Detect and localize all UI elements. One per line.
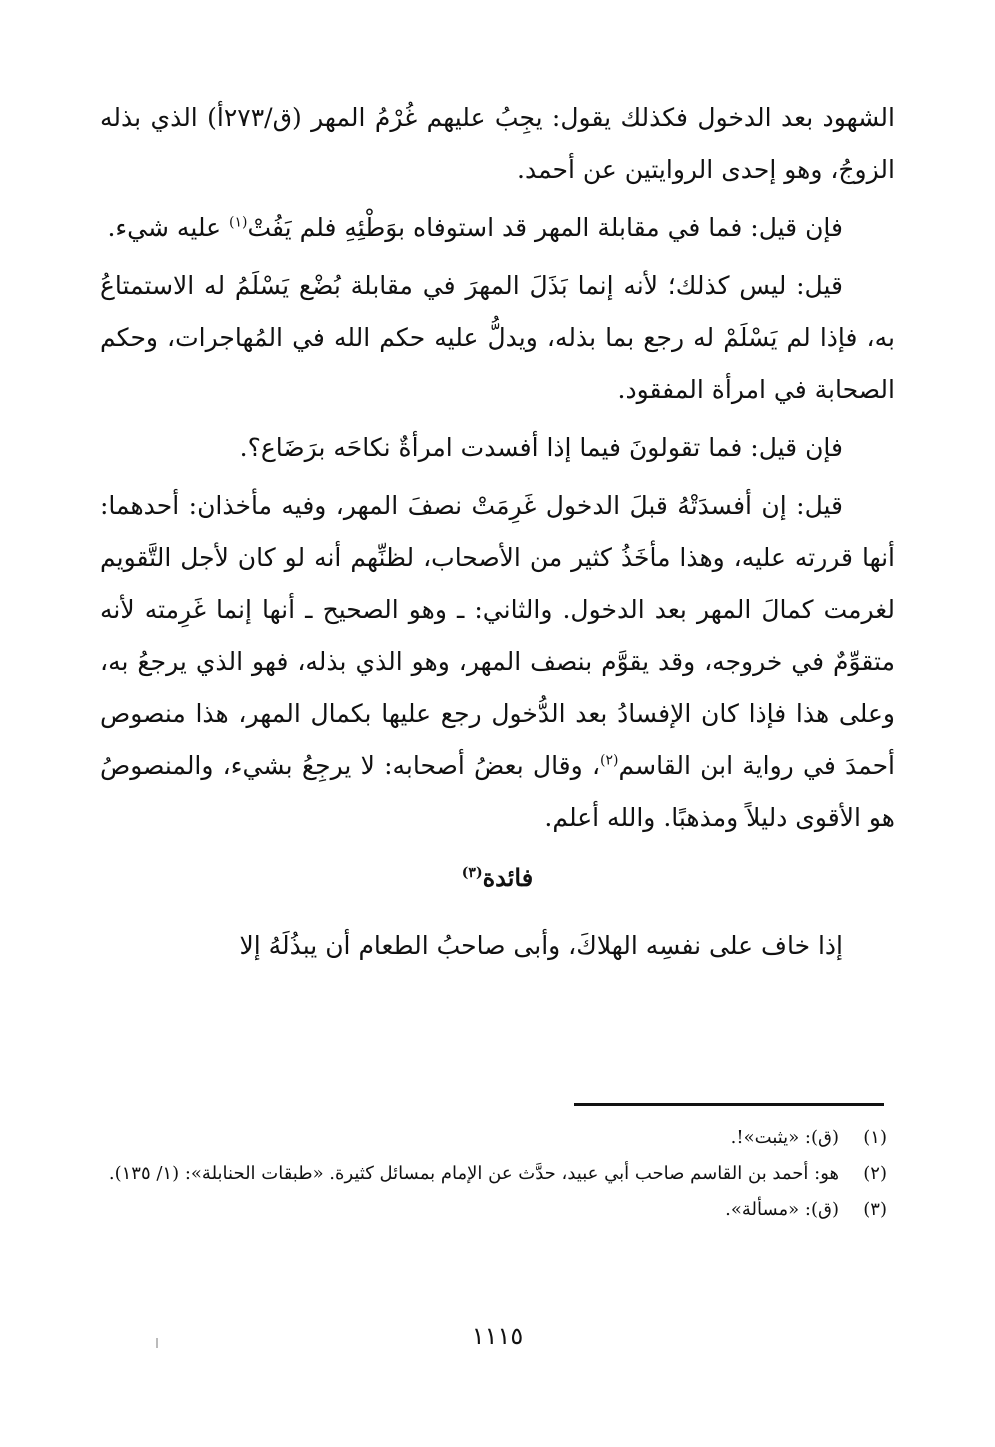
footnote-3 [100, 1192, 887, 1228]
footnote-number: (٣) [863, 1199, 887, 1220]
footnote-ref-2[interactable]: (٢) [600, 752, 619, 769]
paragraph-2 [100, 202, 895, 254]
paragraph-5-text-c: ، وقال بعضُ أصحابه: لا يرجِعُ بشيء، والمنصوصُ هو الأقوى دليلاً ومذهبًا. والله أعلم. [100, 751, 895, 832]
footnote-ref-1[interactable]: (١) [229, 214, 248, 231]
footnote-number: (١) [863, 1127, 887, 1148]
paragraph-2-end: عليه شيء. [107, 213, 230, 242]
section-heading-text: فائدة [482, 863, 534, 892]
scan-speck [156, 1338, 158, 1348]
paragraph-2-text: فإن قيل: فما في مقابلة المهر قد استوفاه بوَطْئِهِ فلم يَفُتْ [247, 213, 843, 242]
footnote-2 [100, 1156, 887, 1192]
footnote-text: (ق): «يثبت»!. [730, 1127, 839, 1148]
section-heading [100, 852, 895, 904]
footnote-1 [100, 1120, 887, 1156]
paragraph-4: فإن قيل: فما تقولونَ فيما إذا أفسدت امرأةٌ نكاحَه برَضَاع؟. [239, 433, 843, 462]
footnote-ref-3[interactable]: (٣) [461, 865, 483, 881]
paragraph-3: قيل: ليس كذلك؛ لأنه إنما بَذَلَ المهرَ في مقابلة بُضْع يَسْلَمُ له الاستمتاعُ به، فإذا لم يَسْلَمْ له رجع بما بذله، ويدلُّ عليه حكم الله في المُهاجرات، وحكم الصحابة في امرأة المفقود. [100, 271, 895, 404]
paragraph-5 [100, 480, 895, 844]
paragraph-1: الشهود بعد الدخول فكذلك يقول: يجِبُ عليهم غُرْمُ المهر (ق/٢٧٣أ) الذي بذله الزوجُ، وهو إحدى الروايتين عن أحمد. [100, 103, 895, 184]
footnotes [100, 1120, 887, 1228]
footnote-text: هو: أحمد بن القاسم صاحب أبي عبيد، حدَّث عن الإمام بمسائل كثيرة. «طبقات الحنابلة»: (١/ ١٣٥). [108, 1163, 839, 1184]
paragraph-6: إذا خاف على نفسِه الهلاكَ، وأبى صاحبُ الطعام أن يبذُلَهُ إلا [239, 931, 843, 960]
paragraph-5-text-b: أحدهما: أنها قررته عليه، وهذا مأخَذُ كثير من الأصحاب، لظنِّهم أنه لو كان لأجل التَّقويم لغرمت كمالَ المهر بعد الدخول. والثاني: ـ وهو الصحيح ـ أنها إنما غَرِمته لأنه متقوِّمٌ في خروجه، وقد يقوَّم بنصف المهر، وهو الذي بذله، فهو الذي يرجعُ به، وعلى هذا فإذا كان الإفسادُ بعد الدُّخول رجع عليها بكمال المهر، هذا منصوص أحمدَ في رواية ابن القاسم [100, 491, 895, 780]
page-number: ١١١٥ [471, 1322, 524, 1350]
paragraph-5-text-a: قيل: إن أفسدَتْهُ قبلَ الدخول غَرِمَتْ نصفَ المهر، وفيه مأخذان: [188, 491, 844, 520]
footnote-separator [574, 1103, 884, 1106]
footnote-text: (ق): «مسألة». [725, 1199, 839, 1220]
footnote-number: (٢) [863, 1163, 887, 1184]
main-text [100, 92, 895, 978]
